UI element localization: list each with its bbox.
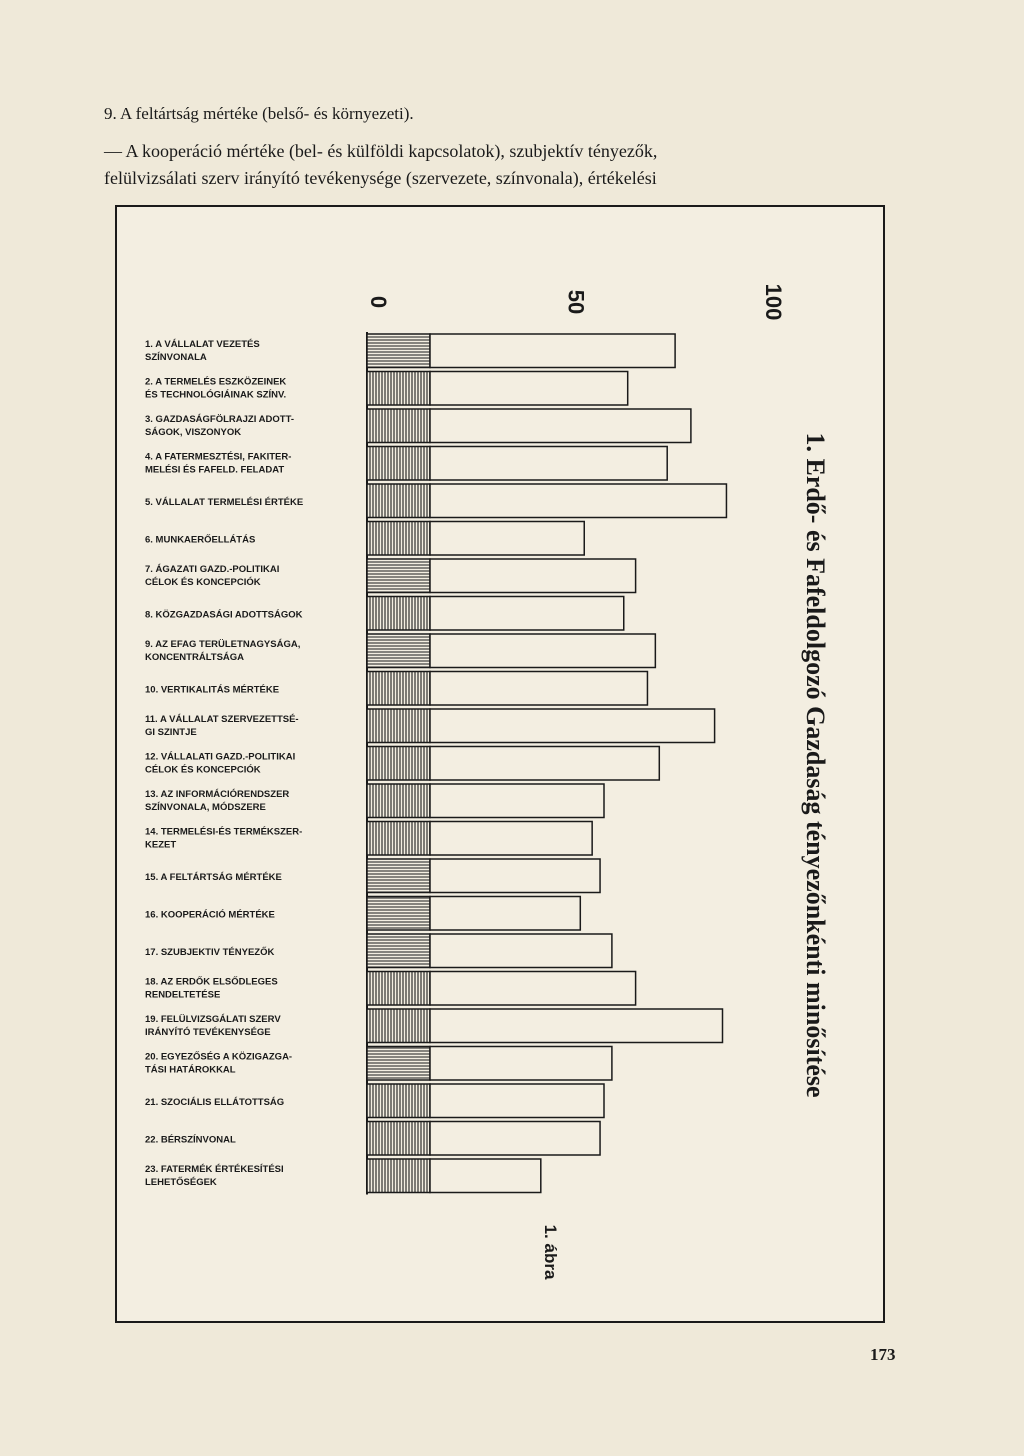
scale-tick-0: 0 — [366, 295, 391, 309]
category-label-20: 20. EGYEZŐSÉG A KÖZIGAZGA-TÁSI HATÁROKKAL — [145, 1051, 293, 1076]
category-label-12: 12. VÁLLALATI GAZD.-POLITIKAI CÉLOK ÉS KONCEPCIÓK — [145, 751, 296, 776]
bar-pattern-19 — [367, 1009, 430, 1043]
bar-pattern-6 — [367, 522, 430, 556]
category-label-11: 11. A VÁLLALAT SZERVEZETTSÉ-GI SZINTJE — [145, 714, 299, 738]
bar-pattern-4 — [367, 447, 430, 481]
bar-8 — [430, 597, 624, 631]
bar-1 — [430, 334, 675, 368]
bar-pattern-11 — [367, 709, 430, 743]
bar-pattern-15 — [367, 859, 430, 893]
bar-21 — [430, 1084, 604, 1118]
bar-16 — [430, 897, 580, 931]
bar-6 — [430, 522, 584, 556]
bar-22 — [430, 1122, 600, 1156]
section-heading: 9. A feltártság mértéke (belső- és környezeti). — [104, 104, 414, 123]
category-label-9: 9. AZ EFAG TERÜLETNAGYSÁGA, KONCENTRÁLTSÁGA — [145, 639, 301, 663]
category-label-7: 7. ÁGAZATI GAZD.-POLITIKAI CÉLOK ÉS KONCEPCIÓK — [145, 564, 280, 588]
category-label-17: 17. SZUBJEKTIV TÉNYEZŐK — [145, 947, 275, 958]
category-label-23: 23. FATERMÉK ÉRTÉKESÍTÉSI LEHETŐSÉGEK — [145, 1164, 284, 1188]
bar-10 — [430, 672, 647, 706]
category-label-16: 16. KOOPERÁCIÓ MÉRTÉKE — [145, 909, 275, 921]
bar-14 — [430, 822, 592, 856]
chart-title: 1. Erdő- és Fafeldolgozó Gazdaság tényezőnkénti minősítése — [801, 432, 830, 1098]
bar-pattern-1 — [367, 334, 430, 368]
bar-pattern-3 — [367, 409, 430, 443]
bar-pattern-16 — [367, 897, 430, 931]
intro-line-1: — A kooperáció mértéke (bel- és külföldi kapcsolatok), szubjektív tényezők, — [104, 141, 658, 161]
category-label-3: 3. GAZDASÁGFÖLRAJZI ADOTT-SÁGOK, VISZONYOK — [145, 414, 295, 438]
figure-label: 1. ábra — [541, 1224, 560, 1280]
bar-pattern-5 — [367, 484, 430, 518]
bar-pattern-18 — [367, 972, 430, 1006]
category-label-6: 6. MUNKAERŐELLÁTÁS — [145, 534, 256, 546]
bar-pattern-12 — [367, 747, 430, 781]
bar-9 — [430, 634, 655, 668]
bar-11 — [430, 709, 715, 743]
bar-4 — [430, 447, 667, 481]
page-number: 173 — [870, 1345, 896, 1364]
bar-7 — [430, 559, 636, 593]
category-label-2: 2. A TERMELÉS ESZKÖZEINEK ÉS TECHNOLÓGIÁINAK SZÍNV. — [145, 376, 287, 401]
intro-paragraph — [104, 138, 904, 192]
bar-pattern-8 — [367, 597, 430, 631]
bar-17 — [430, 934, 612, 968]
category-label-15: 15. A FELTÁRTSÁG MÉRTÉKE — [145, 872, 282, 883]
bar-13 — [430, 784, 604, 818]
bar-pattern-23 — [367, 1159, 430, 1193]
bar-15 — [430, 859, 600, 893]
bar-3 — [430, 409, 691, 443]
category-label-8: 8. KÖZGAZDASÁGI ADOTTSÁGOK — [145, 609, 303, 621]
category-label-19: 19. FELÜLVIZSGÁLATI SZERV IRÁNYÍTÓ TEVÉKENYSÉGE — [145, 1014, 281, 1038]
figure-frame — [115, 205, 885, 1323]
category-label-1: 1. A VÁLLALAT VEZETÉS SZÍNVONALA — [145, 339, 260, 363]
bar-18 — [430, 972, 636, 1006]
bar-pattern-9 — [367, 634, 430, 668]
bar-2 — [430, 372, 628, 406]
category-label-4: 4. A FATERMESZTÉSI, FAKITER-MELÉSI ÉS FAFELD. FELADAT — [145, 451, 292, 476]
category-label-10: 10. VERTIKALITÁS MÉRTÉKE — [145, 684, 280, 696]
scale-tick-50: 50 — [563, 289, 589, 315]
category-label-22: 22. BÉRSZÍNVONAL — [145, 1134, 236, 1146]
scale-tick-100: 100 — [761, 283, 786, 321]
bar-pattern-21 — [367, 1084, 430, 1118]
intro-line-2: felülvizsálati szerv irányító tevékenysége (szervezete, színvonala), értékelési — [104, 168, 657, 188]
bar-pattern-14 — [367, 822, 430, 856]
bar-pattern-13 — [367, 784, 430, 818]
bar-chart — [117, 207, 883, 1321]
category-label-5: 5. VÁLLALAT TERMELÉSI ÉRTÉKE — [145, 497, 304, 508]
bar-12 — [430, 747, 659, 781]
category-label-13: 13. AZ INFORMÁCIÓRENDSZER SZÍNVONALA, MÓDSZERE — [145, 789, 290, 813]
bar-20 — [430, 1047, 612, 1081]
bar-23 — [430, 1159, 541, 1193]
category-label-21: 21. SZOCIÁLIS ELLÁTOTTSÁG — [145, 1097, 285, 1108]
bar-pattern-10 — [367, 672, 430, 706]
bar-pattern-2 — [367, 372, 430, 406]
bar-5 — [430, 484, 726, 518]
bar-pattern-17 — [367, 934, 430, 968]
bar-pattern-7 — [367, 559, 430, 593]
bar-pattern-22 — [367, 1122, 430, 1156]
category-label-18: 18. AZ ERDŐK ELSŐDLEGES RENDELTETÉSE — [145, 976, 278, 1001]
bar-pattern-20 — [367, 1047, 430, 1081]
bar-19 — [430, 1009, 723, 1043]
category-label-14: 14. TERMELÉSI-ÉS TERMÉKSZER-KEZET — [145, 826, 303, 851]
